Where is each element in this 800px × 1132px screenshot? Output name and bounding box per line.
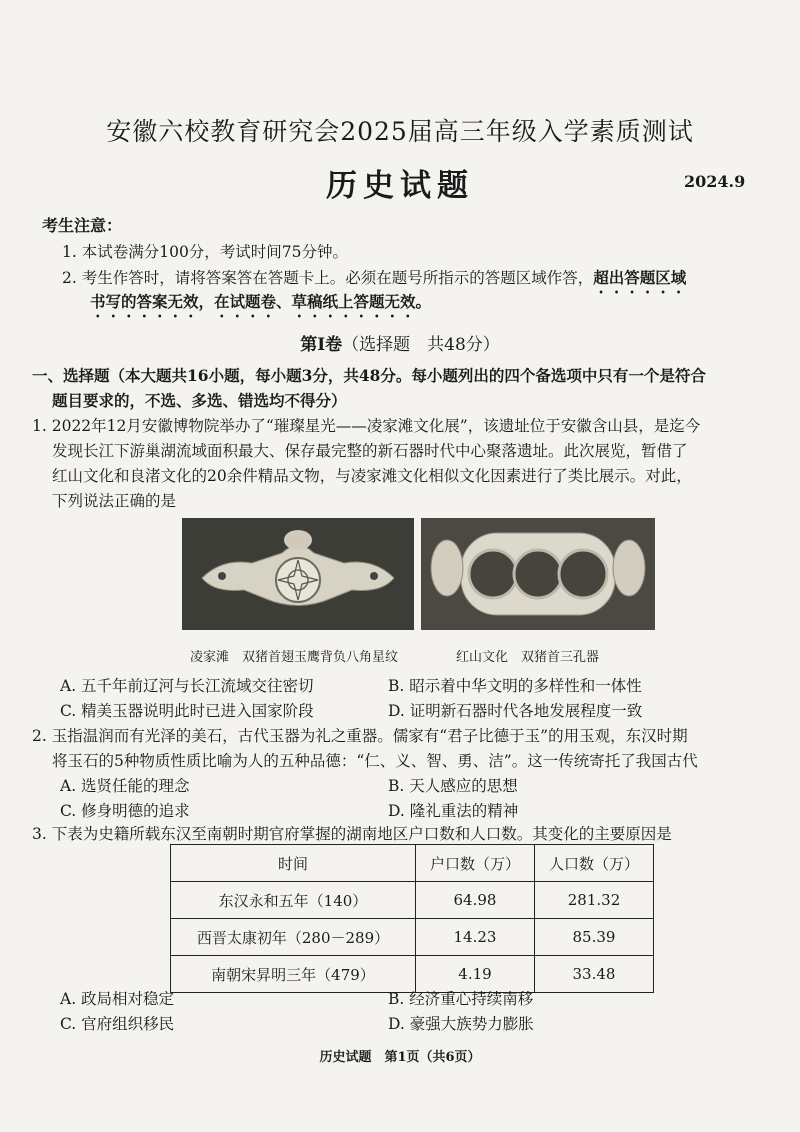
exam-title: 安徽六校教育研究会2025届高三年级入学素质测试 bbox=[106, 117, 694, 146]
jade-eagle-image bbox=[182, 518, 414, 630]
subject-title: 历史试题 bbox=[326, 168, 474, 204]
table-cell: 281.32 bbox=[535, 882, 654, 919]
q1-stem-line3: 红山文化和良渚文化的20余件精品文物，与凌家滩文化相似文化因素进行了类比展示。对此， bbox=[52, 467, 692, 485]
part1-instructions-line2: 题目要求的，不选、多选、错选均不得分） bbox=[52, 391, 347, 410]
q3-option-c: C. 官府组织移民 bbox=[60, 1015, 175, 1033]
table-header-row bbox=[171, 845, 654, 882]
exam-date: 2024.9 bbox=[684, 172, 746, 191]
population-table bbox=[170, 844, 654, 993]
q2-option-d: D. 隆礼重法的精神 bbox=[388, 802, 519, 820]
q1-option-a: A. 五千年前辽河与长江流域交往密切 bbox=[60, 677, 314, 695]
table-cell: 85.39 bbox=[535, 919, 654, 956]
three-hole-jade-image bbox=[421, 518, 655, 630]
q1-option-d: D. 证明新石器时代各地发展程度一致 bbox=[388, 702, 643, 720]
table-cell: 西晋太康初年（280－289） bbox=[171, 919, 416, 956]
table-cell: 4.19 bbox=[416, 956, 535, 993]
q1-option-c: C. 精美玉器说明此时已进入国家阶段 bbox=[60, 702, 314, 720]
q2-option-c: C. 修身明德的追求 bbox=[60, 802, 190, 820]
page-footer: 历史试题 第1页（共6页） bbox=[319, 1050, 481, 1065]
q1-stem-line4: 下列说法正确的是 bbox=[52, 492, 177, 510]
q1-caption-left: 凌家滩 双猪首翅玉鹰背负八角星纹 bbox=[190, 650, 399, 665]
q3-stem-line1: 3. 下表为史籍所载东汉至南朝时期官府掌握的湖南地区户口数和人口数。其变化的主要原因是 bbox=[32, 825, 672, 843]
table-cell: 南朝宋昇明三年（479） bbox=[171, 956, 416, 993]
q2-option-a: A. 选贤任能的理念 bbox=[60, 777, 190, 795]
artifact-photo-lingjiatan bbox=[182, 518, 414, 630]
q2-stem-line1: 2. 玉指温润而有光泽的美石，古代玉器为礼之重器。儒家有“君子比德于玉”的用玉观，东汉时期 bbox=[32, 727, 688, 745]
notice-item-2-text: 2. 考生作答时，请将答案答在答题卡上。必须在题号所指示的答题区域作答， bbox=[62, 269, 594, 287]
q3-option-b: B. 经济重心持续南移 bbox=[388, 990, 534, 1008]
table-header-cell: 人口数（万） bbox=[535, 845, 654, 882]
table-row bbox=[171, 882, 654, 919]
notice-item-1: 1. 本试卷满分100分，考试时间75分钟。 bbox=[62, 243, 349, 261]
q3-option-d: D. 豪强大族势力膨胀 bbox=[388, 1015, 534, 1033]
table-header-cell: 时间 bbox=[171, 845, 416, 882]
table-cell: 64.98 bbox=[416, 882, 535, 919]
q1-stem-line2: 发现长江下游巢湖流域面积最大、保存最完整的新石器时代中心聚落遗址。此次展览，暂借了 bbox=[52, 442, 688, 460]
notice-title: 考生注意： bbox=[42, 216, 123, 235]
section-title bbox=[0, 330, 800, 355]
artifact-photo-hongshan bbox=[421, 518, 655, 630]
q3-option-a: A. 政局相对稳定 bbox=[60, 990, 175, 1008]
q1-caption-right: 红山文化 双猪首三孔器 bbox=[456, 650, 600, 665]
table-cell: 东汉永和五年（140） bbox=[171, 882, 416, 919]
table-cell: 14.23 bbox=[416, 919, 535, 956]
section-title-main: 第Ⅰ卷 bbox=[300, 335, 343, 355]
table-header-cell: 户口数（万） bbox=[416, 845, 535, 882]
notice-emphasis-1: 超出答题区域 bbox=[593, 268, 687, 287]
table-row bbox=[171, 919, 654, 956]
notice-emphasis-2: 书写的答案无效，在试题卷、草稿纸上答题无效。 bbox=[90, 292, 432, 311]
section-subtitle: （选择题 共48分） bbox=[342, 335, 500, 355]
q1-stem-line1: 1. 2022年12月安徽博物院举办了“璀璨星光——凌家滩文化展”，该遗址位于安徽含山县，是迄今 bbox=[32, 417, 701, 435]
table-cell: 33.48 bbox=[535, 956, 654, 993]
q2-option-b: B. 天人感应的思想 bbox=[388, 777, 518, 795]
q2-stem-line2: 将玉石的5种物质性质比喻为人的五种品德：“仁、义、智、勇、洁”。这一传统寄托了我国古代 bbox=[52, 752, 698, 770]
part1-instructions-line1: 一、选择题（本大题共16小题，每小题3分，共48分。每小题列出的四个备选项中只有一个是符合 bbox=[32, 366, 706, 385]
q1-option-b: B. 昭示着中华文明的多样性和一体性 bbox=[388, 677, 642, 695]
